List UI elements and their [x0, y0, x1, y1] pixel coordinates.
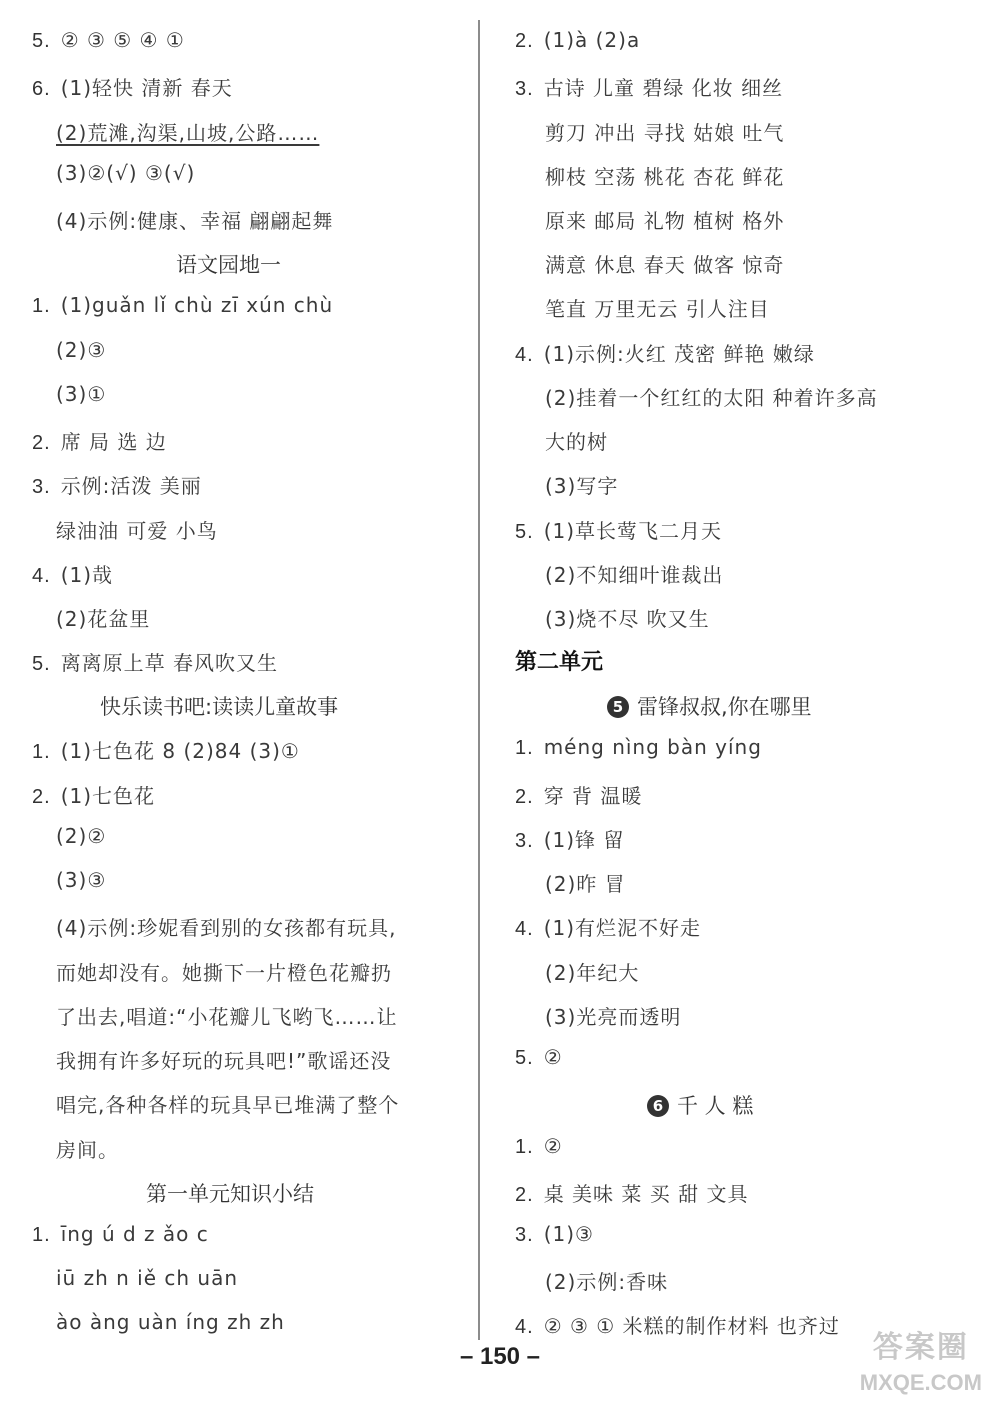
unit-heading: 第二单元	[515, 650, 604, 675]
answer-line: (3)光亮而透明	[545, 1005, 682, 1029]
answer-line: 而她却没有。她撕下一片橙色花瓣扔	[56, 961, 392, 985]
answer-line: 2. 穿 背 温暖	[515, 784, 643, 808]
page-number: – 150 –	[459, 1343, 541, 1370]
answer-line: 6. (1)轻快 清新 春天	[32, 76, 233, 100]
answer-line: (3)烧不尽 吹又生	[545, 607, 710, 631]
watermark-logo	[860, 1322, 982, 1396]
answer-line: 5. 离离原上草 春风吹又生	[32, 651, 279, 675]
answer-line: 5. ② ③ ⑤ ④ ①	[32, 28, 185, 52]
answer-line: (3)①	[56, 382, 107, 406]
answer-line: 2. (1)七色花	[32, 784, 156, 808]
answer-line: (4)示例:珍妮看到别的女孩都有玩具,	[56, 916, 397, 940]
answer-line: (2)③	[56, 338, 107, 362]
answer-line: 大的树	[545, 430, 608, 454]
answer-line: 1. īng ú d z ǎo c	[32, 1222, 209, 1246]
answer-line: (2)不知细叶谁裁出	[545, 563, 724, 587]
lesson-title: 5 雷锋叔叔,你在哪里	[607, 691, 812, 721]
answer-line: (2)花盆里	[56, 607, 151, 631]
answer-line: 4. (1)示例:火红 茂密 鲜艳 嫩绿	[515, 342, 815, 366]
answer-line: (2)挂着一个红红的太阳 种着许多高	[545, 386, 878, 410]
answer-line: 我拥有许多好玩的玩具吧!”歌谣还没	[56, 1049, 392, 1073]
answer-line: 原来 邮局 礼物 植树 格外	[545, 209, 785, 233]
answer-line: 满意 休息 春天 做客 惊奇	[545, 253, 785, 277]
answer-line: (4)示例:健康、幸福 翩翩起舞	[56, 209, 334, 233]
lesson-title: 6 千 人 糕	[647, 1090, 753, 1120]
answer-line: (3)写字	[545, 474, 619, 498]
answer-line: 剪刀 冲出 寻找 姑娘 吐气	[545, 121, 785, 145]
answer-line: 2. 席 局 选 边	[32, 430, 167, 454]
answer-line: 1. méng nìng bàn yíng	[515, 735, 762, 759]
answer-line: (3)②(√) ③(√)	[56, 161, 196, 185]
answer-line: (2)年纪大	[545, 961, 640, 985]
answer-line: 唱完,各种各样的玩具早已堆满了整个	[56, 1093, 400, 1117]
answer-line: (3)③	[56, 868, 107, 892]
answer-line: 1. (1)七色花 8 (2)84 (3)①	[32, 739, 300, 763]
answer-line: 4. (1)哉	[32, 563, 114, 587]
watermark-url: MXQE.COM	[859, 1370, 982, 1395]
answer-line: 笔直 万里无云 引人注目	[545, 297, 770, 321]
answer-line: (2)示例:香味	[545, 1270, 669, 1294]
answer-line: 5. (1)草长莺飞二月天	[515, 519, 723, 543]
answer-line: 柳枝 空荡 桃花 杏花 鲜花	[545, 165, 785, 189]
column-divider	[478, 20, 480, 1340]
section-title: 第一单元知识小结	[146, 1182, 314, 1206]
answer-line: iū zh n iě ch uān	[56, 1266, 239, 1290]
answer-line: (2)荒滩,沟渠,山坡,公路……	[56, 121, 320, 145]
answer-line: 1. ②	[515, 1134, 563, 1158]
watermark-text: 答案圈	[872, 1330, 969, 1365]
answer-line: 3. (1)③	[515, 1222, 594, 1246]
answer-line: ào àng uàn íng zh zh	[56, 1310, 285, 1334]
section-title: 语文园地一	[176, 253, 281, 277]
answer-line: 4. (1)有烂泥不好走	[515, 916, 702, 940]
answer-line: 房间。	[56, 1138, 119, 1162]
answer-line: 3. 示例:活泼 美丽	[32, 474, 202, 498]
answer-line: 3. (1)锋 留	[515, 828, 625, 852]
answer-line: 了出去,唱道:“小花瓣儿飞哟飞……让	[56, 1005, 398, 1029]
lesson-number-badge: 5	[607, 696, 629, 718]
answer-line: 4. ② ③ ① 米糕的制作材料 也齐过	[515, 1314, 840, 1338]
answer-line: 3. 古诗 儿童 碧绿 化妆 细丝	[515, 76, 784, 100]
section-title: 快乐读书吧:读读儿童故事	[100, 695, 339, 719]
answer-line: 2. (1)à (2)a	[515, 28, 641, 52]
lesson-number-badge: 6	[647, 1095, 669, 1117]
answer-line: 2. 桌 美味 菜 买 甜 文具	[515, 1182, 749, 1206]
answer-line: (2)②	[56, 824, 107, 848]
answer-line: (2)昨 冒	[545, 872, 626, 896]
answer-line: 5. ②	[515, 1045, 563, 1069]
answer-line: 绿油油 可爱 小鸟	[56, 519, 218, 543]
answer-line: 1. (1)guǎn lǐ chù zī xún chù	[32, 293, 334, 317]
